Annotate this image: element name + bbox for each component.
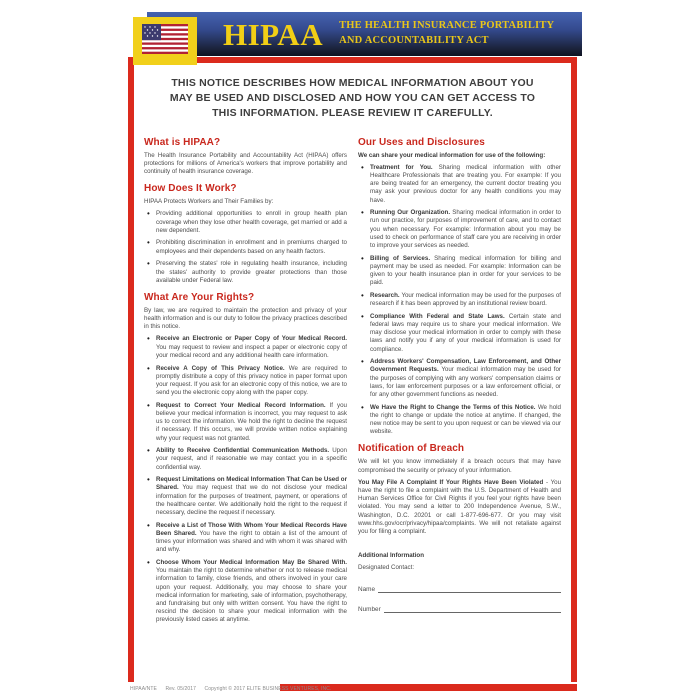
- paragraph: HIPAA Protects Workers and Their Families by:: [144, 198, 274, 206]
- header-title-line2: AND ACCOUNTABILITY ACT: [339, 35, 489, 46]
- red-frame: [128, 57, 577, 682]
- bullet-item: • Address Workers' Compensation, Law Enforcement, and Other Government Requests. Your medical information may be used for the purposes of complying with any workers' compensation claims or laws, for law enforcement purposes or a law enforcement official, or for any other government functions as needed.: [358, 358, 561, 399]
- section: [358, 443, 561, 536]
- bullet-item: • Ability to Receive Confidential Communication Methods. Upon your request, and if reasonable we may contact you in a specific confidential way.: [144, 447, 347, 472]
- footer-copyright: Copyright © 2017 ELITE BUSINESS VENTURES, INC.: [204, 686, 332, 692]
- hipaa-poster: [120, 6, 582, 696]
- header-title: [339, 19, 554, 48]
- form-field-name: [358, 586, 561, 593]
- footer-revision: Rev. 05/2017: [165, 686, 197, 692]
- bullet-item: • Running Our Organization. Sharing medical information in order to run our practice, for purposes of improvement of care, and to contact you when necessary. For example: Information about you may be used to check on performance of staff care you are receiving in order to improve your services as needed.: [358, 209, 561, 250]
- paragraph: You May File A Complaint If Your Rights Have Been Violated - You have the right to file a complaint with the U.S. Department of Health and Human Services Office for Civil Rights if you feel your rights have been violated. You may send a letter to 200 Independence Avenue, S.W., Washington, D.C. 20201 or call 1-877-696-677. Or you may visit www.hhs.gov/ocr/privacy/hipaa/complaints. We will not retaliate against you for filing a complaint.: [358, 478, 562, 535]
- bullet-item: • Prohibiting discrimination in enrollment and in premiums charged to employees and their dependents based on any health factors.: [144, 239, 347, 255]
- bullet-item: • Request Limitations on Medical Information That Can be Used or Shared. You may request that we do not disclose your medical information for the purposes of treatment, payment, or operations of the healthcare center. We additionally hold the right to the request if necessary, decline the request if necessary.: [144, 476, 347, 517]
- footer-code: HIPAA/NTE: [130, 686, 157, 692]
- section: [358, 540, 561, 612]
- footer-imprint: [130, 686, 338, 692]
- bullet-item: • Providing additional opportunities to enroll in group health plan coverage when they lose other health coverage, get married or add a new dependent.: [144, 210, 347, 235]
- section-heading: What Are Your Rights?: [144, 291, 255, 303]
- bullet-item: • Treatment for You. Sharing medical information with other Healthcare Professionals that are treating you. For example: If you are being treated for an emergency, the current doctor treating you may ask your previous doctor for any health conditions you may have.: [358, 164, 561, 205]
- bullet-item: • Preserving the states' role in regulating health insurance, including the states' authority to provide greater protections than those available under Federal law.: [144, 260, 347, 285]
- hipaa-acronym: HIPAA: [223, 16, 324, 52]
- paragraph: We can share your medical information for use of the following:: [358, 151, 546, 159]
- paragraph: Designated Contact:: [358, 564, 415, 572]
- paragraph: We will let you know immediately if a breach occurs that may have compromised the security or privacy of your information.: [358, 458, 561, 474]
- section: [144, 183, 347, 285]
- columns: [144, 137, 561, 629]
- section-heading: What is HIPAA?: [144, 136, 221, 148]
- bullet-item: • Receive A Copy of This Privacy Notice. We are required to promptly distribute a copy of this privacy notice in paper format upon your request. If you ask for an electronic copy of this notice, we are to send you the electronic copy along with the paper copy.: [144, 365, 347, 398]
- form-field-number: [358, 606, 561, 613]
- bullet-item: • Compliance With Federal and State Laws. Certain state and federal laws may require us to share your medical information. We may disclose your medical information in order to comply with these laws and notify you if any of your medical information is used for compliance.: [358, 313, 561, 354]
- paragraph: The Health Insurance Portability and Accountability Act (HIPAA) offers protections for millions of America's workers that improve portability and continuity of health insurance coverage.: [144, 151, 347, 176]
- field-label: Number: [358, 605, 381, 613]
- bullet-item: • We Have the Right to Change the Terms of this Notice. We hold the right to change or update the notice at anytime. If changed, the new notice may be sent to you upon request or can be viewed via our website.: [358, 404, 561, 437]
- bullet-item: • Billing of Services. Sharing medical information for billing and payment may be used as needed. For example: Information can be given to your health insurance plan in order for your services to be paid.: [358, 255, 561, 288]
- bullet-item: • Request to Correct Your Medical Record Information. If you believe your medical information is incorrect, you may request to ask us to correct the information. We hold the right to decline the request if necessary. If this occurs, we will provide written notice explaining why your request was not granted.: [144, 402, 347, 443]
- right-column: [358, 137, 561, 629]
- field-label: Name: [358, 585, 376, 593]
- bullet-item: • Receive a List of Those With Whom Your Medical Records Have Been Shared. You have the right to obtain a list of the amount of times your information was shared and with whom it was shared with and why.: [144, 522, 347, 555]
- section: [144, 292, 347, 625]
- header-banner: [147, 12, 582, 56]
- field-line: [384, 606, 561, 613]
- section: [358, 137, 561, 437]
- paragraph: By law, we are required to maintain the protection and privacy of your health information and is our duty to follow the privacy practices described in this notice.: [144, 306, 347, 331]
- header-title-line1: THE HEALTH INSURANCE PORTABILITY: [339, 20, 555, 32]
- bullet-item: • Choose Whom Your Medical Information May Be Shared With. You maintain the right to determine whether or not to release medical information to family, close friends, and others involved in your care upon your request. Additionally, you may choose to share your medical information for marketing, sale of information, psychotherapy, and fundraising but only with written consent. You have the right to rescind the decision to share your medical information with the previously listed cases at anytime.: [144, 559, 347, 625]
- field-line: [378, 586, 561, 593]
- notice-content: [144, 76, 561, 682]
- flag-box: [133, 17, 197, 65]
- section-heading: Notification of Breach: [358, 443, 465, 455]
- us-flag-icon: [142, 24, 188, 59]
- spacer: [358, 540, 561, 552]
- notice-title: THIS NOTICE DESCRIBES HOW MEDICAL INFORMATION ABOUT YOU MAY BE USED AND DISCLOSED AND HOW YOU CAN GET ACCESS TO THIS INFORMATION. PLEASE REVIEW IT CAREFULLY.: [169, 77, 536, 120]
- section-heading: How Does It Work?: [144, 183, 237, 195]
- left-column: [144, 137, 347, 629]
- section: [144, 137, 347, 177]
- section-heading: Our Uses and Disclosures: [358, 136, 485, 148]
- bullet-item: • Research. Your medical information may be used for the purposes of research if it has been approved by an institutional review board.: [358, 292, 561, 308]
- paragraph: Additional Information: [358, 552, 424, 560]
- bullet-item: • Receive an Electronic or Paper Copy of Your Medical Record. You may request to review and inspect a paper or electronic copy of your medical record and any additional health care information.: [144, 335, 347, 360]
